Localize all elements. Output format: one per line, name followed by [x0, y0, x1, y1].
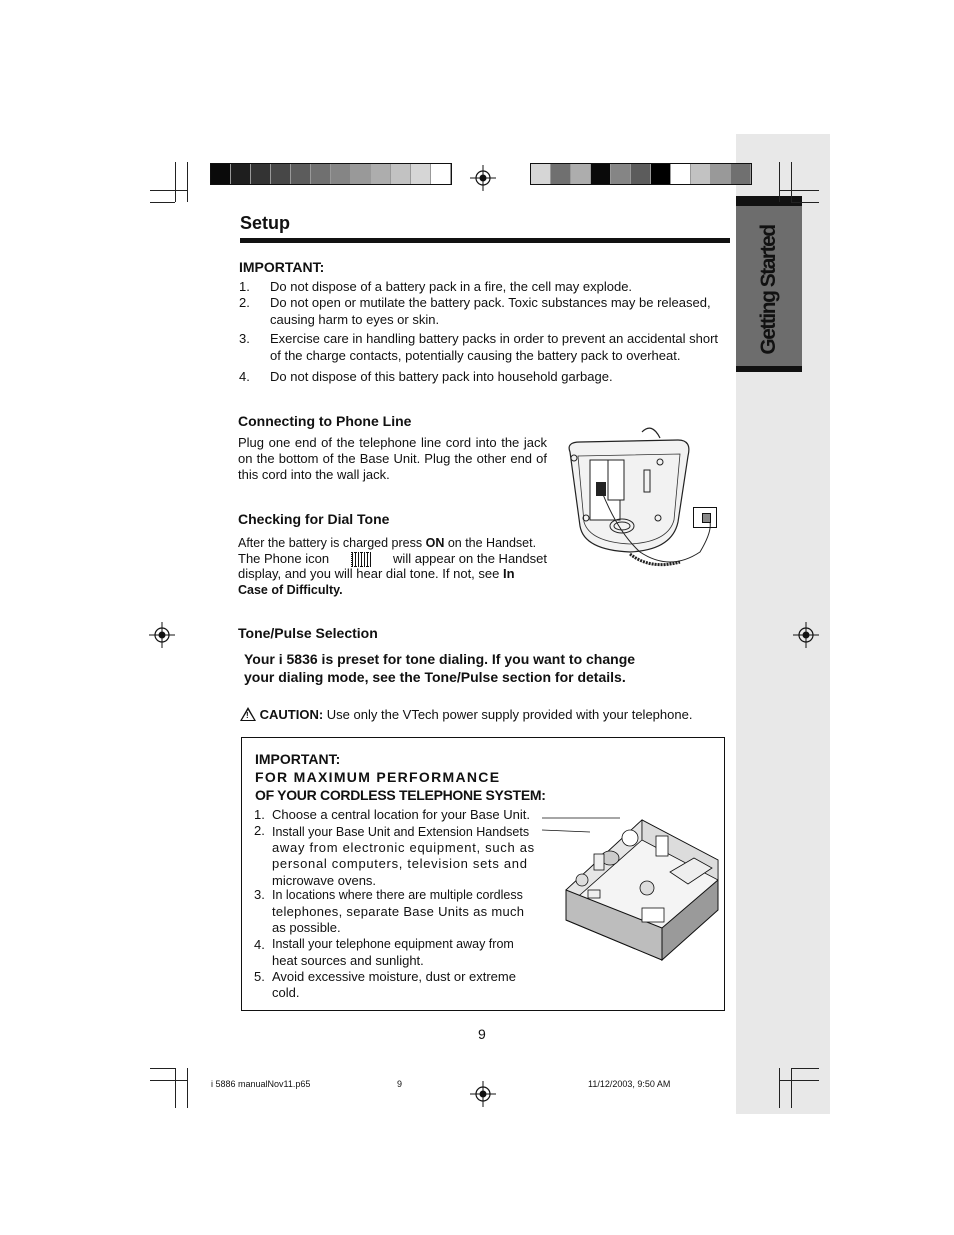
tone-pulse-line-1: Your i 5836 is preset for tone dialing. If you want to change	[244, 651, 636, 667]
page-number: 9	[478, 1026, 486, 1042]
color-swatch	[371, 164, 391, 184]
box-heading-2: FOR MAXIMUM PERFORMANCE	[255, 769, 501, 785]
page-title: Setup	[240, 213, 291, 233]
footer-timestamp: 11/12/2003, 9:50 AM	[588, 1079, 671, 1089]
color-swatch	[531, 164, 551, 184]
color-swatch	[651, 164, 671, 184]
dial-tone-line-1: After the battery is charged press ON on the Handset.	[238, 536, 537, 550]
color-calibration-bar-right	[530, 163, 752, 185]
dial-tone-heading: Checking for Dial Tone	[238, 511, 390, 527]
color-swatch	[671, 164, 691, 184]
color-swatch	[351, 164, 371, 184]
color-swatch	[591, 164, 611, 184]
connecting-heading: Connecting to Phone Line	[238, 413, 412, 429]
color-swatch	[691, 164, 711, 184]
color-swatch	[431, 164, 451, 184]
connecting-body: Plug one end of the telephone line cord into the jack on the bottom of the Base Unit. Plug the other end of this cord into the wall jack.	[238, 435, 547, 482]
warning-triangle-icon: !	[240, 707, 256, 721]
phone-icon	[351, 552, 371, 567]
color-swatch	[331, 164, 351, 184]
color-swatch	[391, 164, 411, 184]
color-swatch	[711, 164, 731, 184]
color-swatch	[631, 164, 651, 184]
footer-filename: i 5886 manualNov11.p65	[211, 1079, 311, 1089]
color-swatch	[211, 164, 231, 184]
tone-pulse-heading: Tone/Pulse Selection	[238, 625, 378, 641]
registration-mark-icon	[793, 622, 819, 648]
dial-tone-line-4: Case of Difficulty.	[238, 583, 343, 597]
color-swatch	[611, 164, 631, 184]
box-heading-3: OF YOUR CORDLESS TELEPHONE SYSTEM:	[255, 787, 546, 803]
box-heading-1: IMPORTANT:	[255, 751, 341, 767]
registration-mark-icon	[470, 165, 496, 191]
title-rule	[240, 238, 730, 243]
dial-tone-line-2: The Phone icon will appear on the Handset	[238, 551, 547, 566]
registration-mark-icon	[470, 1081, 496, 1107]
color-swatch	[731, 164, 751, 184]
dial-tone-line-3: display, and you will hear dial tone. If not, see In	[238, 566, 515, 581]
wall-jack-icon	[693, 507, 717, 528]
color-swatch	[271, 164, 291, 184]
color-swatch	[251, 164, 271, 184]
color-swatch	[231, 164, 251, 184]
color-swatch	[311, 164, 331, 184]
color-calibration-bar-left	[210, 163, 452, 185]
section-tab-label: Getting Started	[757, 225, 780, 355]
base-unit-illustration	[560, 422, 722, 574]
color-swatch	[551, 164, 571, 184]
section-tab	[736, 196, 802, 372]
room-illustration	[542, 810, 720, 980]
tone-pulse-line-2: your dialing mode, see the Tone/Pulse section for details.	[244, 669, 626, 685]
color-swatch	[571, 164, 591, 184]
color-swatch	[291, 164, 311, 184]
caution-note: ! CAUTION: Use only the VTech power supply provided with your telephone.	[240, 707, 692, 722]
footer-page: 9	[397, 1079, 403, 1089]
registration-mark-icon	[149, 622, 175, 648]
important-heading: IMPORTANT:	[239, 259, 325, 275]
color-swatch	[411, 164, 431, 184]
battery-warning-list: 1. Do not dispose of a battery pack in a fire, the cell may explode. 2. Do not open or mutilate the battery pack. Toxic substances may be released, causing harm to eyes or skin. 3. Exercise care in handling battery packs in order to prevent an accidental short of the charge contacts, potentially causing the battery pack to overheat. 4. Do not dispose of this battery pack into household garbage.	[239, 279, 719, 384]
